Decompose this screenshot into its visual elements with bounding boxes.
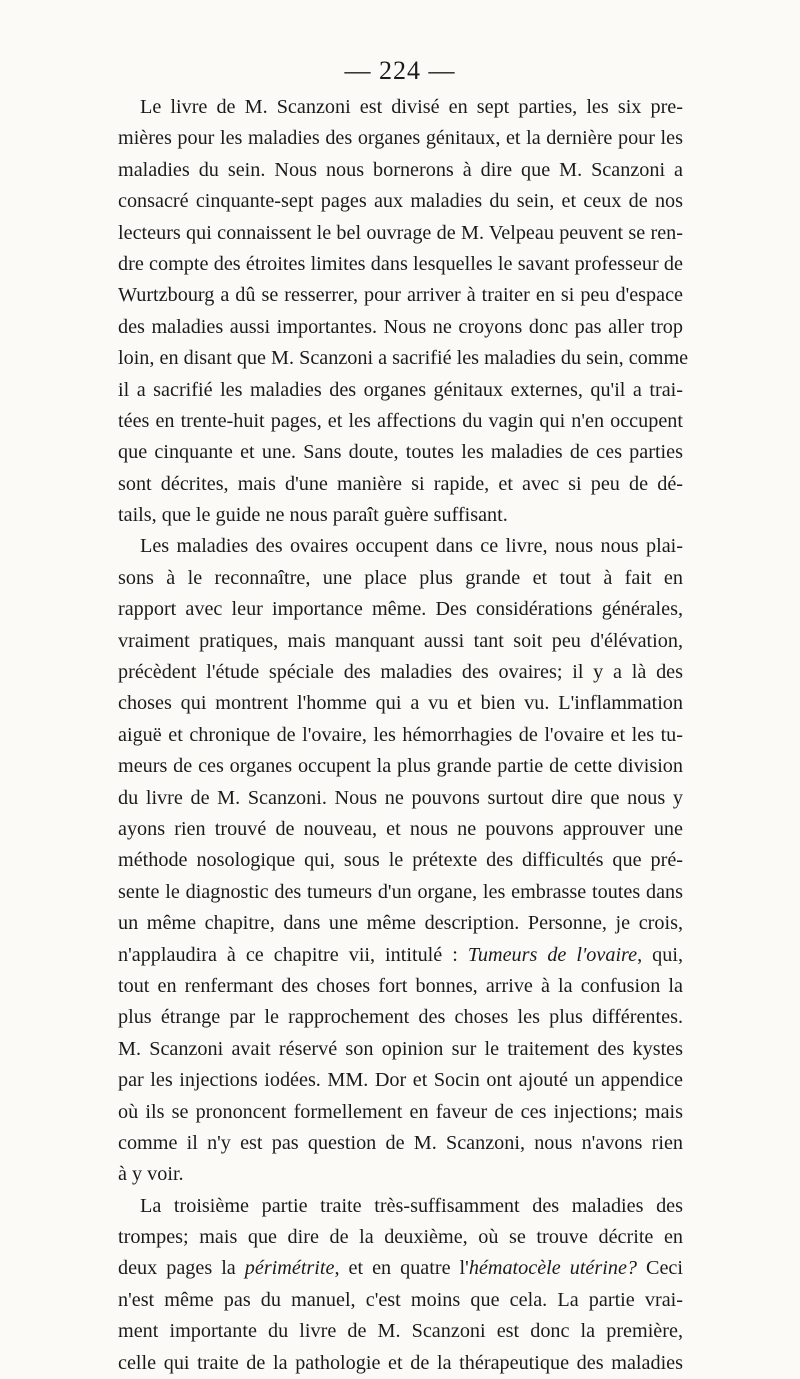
line-text: Wurtzbourg a dû se resserrer, pour arriver à traiter en si peu d'espace <box>118 284 683 307</box>
text-line <box>118 1191 683 1222</box>
line-text: précèdent l'étude spéciale des maladies des ovaires; il y a là des <box>118 661 683 684</box>
italic-title: Tumeurs de l'ovaire <box>467 943 638 966</box>
text-line <box>118 123 683 154</box>
line-text: des maladies aussi importantes. Nous ne croyons donc pas aller trop <box>118 315 683 338</box>
line-text: sont décrites, mais d'une manière si rapide, et avec si peu de dé- <box>118 472 683 495</box>
line-text: n'applaudira à ce chapitre vii, intitulé : <box>118 943 468 966</box>
line-text: , qui, <box>637 943 683 966</box>
text-line <box>118 406 683 437</box>
line-text: à y voir. <box>118 1163 184 1186</box>
text-line <box>118 814 683 845</box>
line-text: meurs de ces organes occupent la plus grande partie de cette division <box>118 755 683 778</box>
text-line <box>118 155 683 186</box>
line-text: que cinquante et une. Sans doute, toutes les maladies de ces parties <box>118 441 683 464</box>
text-line <box>118 971 683 1002</box>
text-line <box>118 877 683 908</box>
text-line <box>118 626 683 657</box>
text-line <box>118 1348 683 1379</box>
line-text: M. Scanzoni avait réservé son opinion sur le traitement des kystes <box>118 1037 683 1060</box>
line-text: plus étrange par le rapprochement des choses les plus différentes. <box>118 1006 683 1029</box>
line-text: mières pour les maladies des organes génitaux, et la dernière pour les <box>118 127 683 150</box>
text-line <box>118 1222 683 1253</box>
line-text: deux pages la <box>118 1257 245 1280</box>
text-line <box>118 657 683 688</box>
body-text <box>118 92 689 1379</box>
paragraph <box>118 1191 683 1379</box>
line-text: vraiment pratiques, mais manquant aussi tant soit peu d'élévation, <box>118 629 683 652</box>
text-line <box>118 845 683 876</box>
text-line <box>118 531 683 562</box>
line-text: lecteurs qui connaissent le bel ouvrage de M. Velpeau peuvent se ren- <box>118 221 683 244</box>
line-text: tails, que le guide ne nous paraît guère suffisant. <box>118 504 508 527</box>
text-line <box>118 312 683 343</box>
line-text: il a sacrifié les maladies des organes génitaux externes, qu'il a trai- <box>118 378 683 401</box>
line-text: trompes; mais que dire de la deuxième, où se trouve décrite en <box>118 1226 683 1249</box>
text-line <box>118 1159 683 1190</box>
line-text: sons à le reconnaître, une place plus grande et tout à fait en <box>118 566 683 589</box>
line-text: méthode nosologique qui, sous le prétexte des difficultés que pré- <box>118 849 683 872</box>
text-line <box>118 940 683 971</box>
text-line <box>118 688 683 719</box>
text-line <box>118 218 683 249</box>
line-text: comme il n'y est pas question de M. Scanzoni, nous n'avons rien <box>118 1131 683 1154</box>
line-text: Ceci <box>637 1257 684 1280</box>
line-text: où ils se prononcent formellement en faveur de ces injections; mais <box>118 1100 683 1123</box>
line-text: tées en trente-huit pages, et les affections du vagin qui n'en occupent <box>118 409 683 432</box>
italic-title: périmétrite <box>244 1257 335 1280</box>
line-text: Les maladies des ovaires occupent dans ce livre, nous nous plai- <box>140 535 683 558</box>
line-text: ment importante du livre de M. Scanzoni est donc la première, <box>118 1320 683 1343</box>
line-text: Le livre de M. Scanzoni est divisé en sept parties, les six pre- <box>140 96 683 118</box>
text-line <box>118 1316 683 1347</box>
text-line <box>118 594 683 625</box>
line-text: tout en renfermant des choses fort bonnes, arrive à la confusion la <box>118 974 683 997</box>
text-line <box>118 280 683 311</box>
text-line <box>118 437 683 468</box>
line-text: aiguë et chronique de l'ovaire, les hémorrhagies de l'ovaire et les tu- <box>118 723 683 746</box>
text-line <box>118 908 683 939</box>
line-text: , et en quatre l' <box>334 1257 469 1280</box>
page-number: — 224 — <box>344 56 456 85</box>
paragraph <box>118 531 683 1190</box>
line-text: maladies du sein. Nous nous bornerons à dire que M. Scanzoni a <box>118 158 683 181</box>
text-line <box>118 1002 683 1033</box>
paragraph <box>118 92 689 531</box>
text-line <box>118 751 683 782</box>
line-text: choses qui montrent l'homme qui a vu et bien vu. L'inflammation <box>118 692 683 715</box>
text-line <box>118 720 683 751</box>
text-line <box>118 1065 683 1096</box>
text-line <box>118 92 683 123</box>
text-line <box>118 783 683 814</box>
text-line <box>118 186 683 217</box>
line-text: loin, en disant que M. Scanzoni a sacrifié les maladies du sein, comme <box>118 347 689 370</box>
line-text: dre compte des étroites limites dans lesquelles le savant professeur de <box>118 252 683 275</box>
text-line <box>118 1253 683 1284</box>
line-text: sente le diagnostic des tumeurs d'un organe, les embrasse toutes dans <box>118 880 683 903</box>
text-line <box>118 249 683 280</box>
line-text: un même chapitre, dans une même description. Personne, je crois, <box>118 912 683 935</box>
line-text: rapport avec leur importance même. Des considérations générales, <box>118 598 683 621</box>
text-line <box>118 343 689 374</box>
text-line <box>118 1097 683 1128</box>
text-line <box>118 1034 683 1065</box>
line-text: ayons rien trouvé de nouveau, et nous ne pouvons approuver une <box>118 817 683 840</box>
line-text: La troisième partie traite très-suffisamment des maladies des <box>140 1194 683 1217</box>
text-line <box>118 469 683 500</box>
text-line <box>118 375 683 406</box>
line-text: du livre de M. Scanzoni. Nous ne pouvons surtout dire que nous y <box>118 786 683 809</box>
text-line <box>118 500 683 531</box>
text-line <box>118 563 683 594</box>
italic-title: hématocèle utérine? <box>468 1257 638 1280</box>
line-text: celle qui traite de la pathologie et de la thérapeutique des maladies <box>118 1351 683 1374</box>
text-line <box>118 1285 683 1316</box>
text-line <box>118 1128 683 1159</box>
line-text: n'est même pas du manuel, c'est moins que cela. La partie vrai- <box>118 1288 683 1311</box>
line-text: par les injections iodées. MM. Dor et Socin ont ajouté un appendice <box>118 1069 683 1092</box>
line-text: consacré cinquante-sept pages aux maladies du sein, et ceux de nos <box>118 190 683 213</box>
